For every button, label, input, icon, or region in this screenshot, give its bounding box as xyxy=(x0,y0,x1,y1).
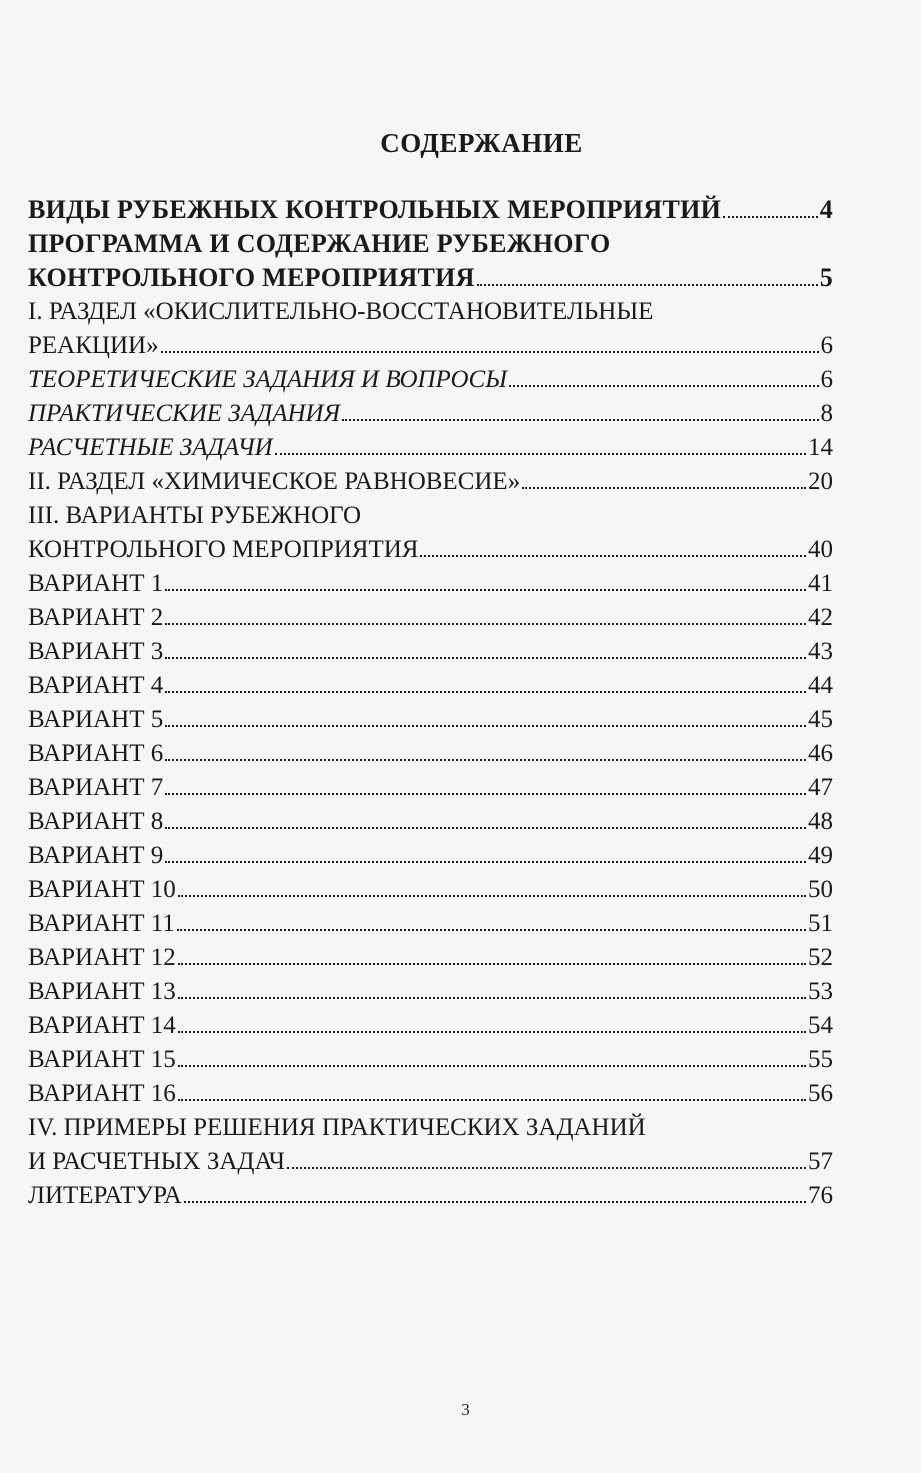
toc-entry-label: ПРАКТИЧЕСКИЕ ЗАДАНИЯ xyxy=(28,400,341,427)
dot-leader xyxy=(287,1167,806,1169)
dot-leader xyxy=(165,793,806,795)
dot-leader xyxy=(165,759,806,761)
toc-entry-page: 42 xyxy=(808,604,833,631)
dot-leader xyxy=(178,1031,806,1033)
toc-entry-page: 20 xyxy=(808,468,833,495)
toc-entry-label: ВАРИАНТ 3 xyxy=(28,638,164,665)
dot-leader xyxy=(723,216,818,218)
toc-entry xyxy=(28,1043,833,1077)
toc-entry xyxy=(28,1009,833,1043)
toc-entry-page: 49 xyxy=(808,842,833,869)
toc-entry-line: III. ВАРИАНТЫ РУБЕЖНОГО xyxy=(28,502,362,529)
toc-entry-page: 54 xyxy=(808,1012,833,1039)
toc-entry-page: 51 xyxy=(808,910,833,937)
toc-entry-label: ВАРИАНТ 10 xyxy=(28,876,176,903)
toc-entry xyxy=(28,941,833,975)
toc-entry xyxy=(28,567,833,601)
toc-entry-label: ВАРИАНТ 12 xyxy=(28,944,176,971)
dot-leader xyxy=(165,691,806,693)
toc-entry-label: ВИДЫ РУБЕЖНЫХ КОНТРОЛЬНЫХ МЕРОПРИЯТИЙ xyxy=(28,195,722,224)
toc-entry xyxy=(28,397,833,431)
toc-entry-page: 53 xyxy=(808,978,833,1005)
dot-leader xyxy=(178,1099,806,1101)
dot-leader xyxy=(275,453,806,455)
toc-entry-label: ВАРИАНТ 16 xyxy=(28,1080,176,1107)
table-of-contents xyxy=(28,193,833,1213)
toc-entry xyxy=(28,771,833,805)
toc-entry-label: II. РАЗДЕЛ «ХИМИЧЕСКОЕ РАВНОВЕСИЕ» xyxy=(28,468,521,495)
toc-entry-label: ЛИТЕРАТУРА xyxy=(28,1182,182,1209)
variants-list xyxy=(28,567,833,1111)
toc-entry-label: РЕАКЦИИ» xyxy=(28,332,159,359)
page-title: СОДЕРЖАНИЕ xyxy=(380,128,583,158)
dot-leader xyxy=(165,827,806,829)
toc-entry-label: ВАРИАНТ 4 xyxy=(28,672,164,699)
toc-entry xyxy=(28,193,833,227)
toc-entry xyxy=(28,1179,833,1213)
toc-entry xyxy=(28,533,833,567)
toc-entry-page: 50 xyxy=(808,876,833,903)
toc-entry-page: 55 xyxy=(808,1046,833,1073)
toc-entry xyxy=(28,635,833,669)
toc-entry-page: 48 xyxy=(808,808,833,835)
toc-entry xyxy=(28,873,833,907)
toc-entry xyxy=(28,329,833,363)
dot-leader xyxy=(165,725,806,727)
toc-entry xyxy=(28,805,833,839)
toc-entry-label: ВАРИАНТ 14 xyxy=(28,1012,176,1039)
dot-leader xyxy=(165,657,806,659)
toc-entry-page: 43 xyxy=(808,638,833,665)
toc-entry-label: ТЕОРЕТИЧЕСКИЕ ЗАДАНИЯ И ВОПРОСЫ xyxy=(28,366,508,393)
dot-leader xyxy=(477,284,818,286)
toc-entry-label: ВАРИАНТ 15 xyxy=(28,1046,176,1073)
toc-entry-page: 57 xyxy=(808,1148,833,1175)
toc-entry xyxy=(28,1077,833,1111)
toc-entry-page: 6 xyxy=(820,366,833,393)
toc-entry-label: ВАРИАНТ 1 xyxy=(28,570,164,597)
toc-entry xyxy=(28,669,833,703)
toc-entry-page: 5 xyxy=(819,263,833,292)
dot-leader xyxy=(178,1065,806,1067)
toc-entry-label: ВАРИАНТ 2 xyxy=(28,604,164,631)
toc-entry-page: 4 xyxy=(819,195,833,224)
toc-entry xyxy=(28,975,833,1009)
toc-entry-page: 14 xyxy=(808,434,833,461)
toc-entry-label: ВАРИАНТ 7 xyxy=(28,774,164,801)
toc-entry-page: 52 xyxy=(808,944,833,971)
dot-leader xyxy=(165,589,806,591)
toc-entry-label: КОНТРОЛЬНОГО МЕРОПРИЯТИЯ xyxy=(28,263,475,292)
dot-leader xyxy=(178,963,806,965)
dot-leader xyxy=(420,555,806,557)
toc-entry-label: КОНТРОЛЬНОГО МЕРОПРИЯТИЯ xyxy=(28,536,419,563)
toc-entry-label: ВАРИАНТ 11 xyxy=(28,910,175,937)
dot-leader xyxy=(177,929,806,931)
toc-entry xyxy=(28,261,833,295)
toc-entry-line: ПРОГРАММА И СОДЕРЖАНИЕ РУБЕЖНОГО xyxy=(28,229,611,258)
toc-entry-page: 44 xyxy=(808,672,833,699)
toc-entry-page: 8 xyxy=(820,400,833,427)
toc-entry xyxy=(28,465,833,499)
toc-entry-page: 6 xyxy=(820,332,833,359)
dot-leader xyxy=(165,861,806,863)
dot-leader xyxy=(342,419,818,421)
toc-entry xyxy=(28,703,833,737)
toc-entry xyxy=(28,907,833,941)
toc-entry-page: 76 xyxy=(808,1182,833,1209)
dot-leader xyxy=(522,487,806,489)
toc-entry-page: 56 xyxy=(808,1080,833,1107)
dot-leader xyxy=(178,997,806,999)
toc-entry-label: ВАРИАНТ 6 xyxy=(28,740,164,767)
toc-entry-page: 45 xyxy=(808,706,833,733)
toc-entry-page: 47 xyxy=(808,774,833,801)
toc-entry-label: И РАСЧЕТНЫХ ЗАДАЧ xyxy=(28,1148,285,1175)
dot-leader xyxy=(184,1201,806,1203)
toc-entry-label: ВАРИАНТ 5 xyxy=(28,706,164,733)
toc-entry-line: I. РАЗДЕЛ «ОКИСЛИТЕЛЬНО-ВОССТАНОВИТЕЛЬНЫЕ xyxy=(28,298,654,325)
toc-entry-line: IV. ПРИМЕРЫ РЕШЕНИЯ ПРАКТИЧЕСКИХ ЗАДАНИЙ xyxy=(28,1114,646,1141)
dot-leader xyxy=(165,623,806,625)
toc-entry-label: ВАРИАНТ 9 xyxy=(28,842,164,869)
toc-entry xyxy=(28,839,833,873)
toc-entry-label: ВАРИАНТ 13 xyxy=(28,978,176,1005)
toc-entry xyxy=(28,1145,833,1179)
toc-entry xyxy=(28,737,833,771)
toc-entry-page: 40 xyxy=(808,536,833,563)
dot-leader xyxy=(161,351,819,353)
dot-leader xyxy=(509,385,818,387)
toc-entry xyxy=(28,363,833,397)
toc-entry-page: 46 xyxy=(808,740,833,767)
toc-entry xyxy=(28,431,833,465)
page-number: 3 xyxy=(461,1400,470,1419)
toc-entry xyxy=(28,601,833,635)
dot-leader xyxy=(178,895,806,897)
toc-entry-label: РАСЧЕТНЫЕ ЗАДАЧИ xyxy=(28,434,273,461)
toc-entry-page: 41 xyxy=(808,570,833,597)
toc-entry-label: ВАРИАНТ 8 xyxy=(28,808,164,835)
